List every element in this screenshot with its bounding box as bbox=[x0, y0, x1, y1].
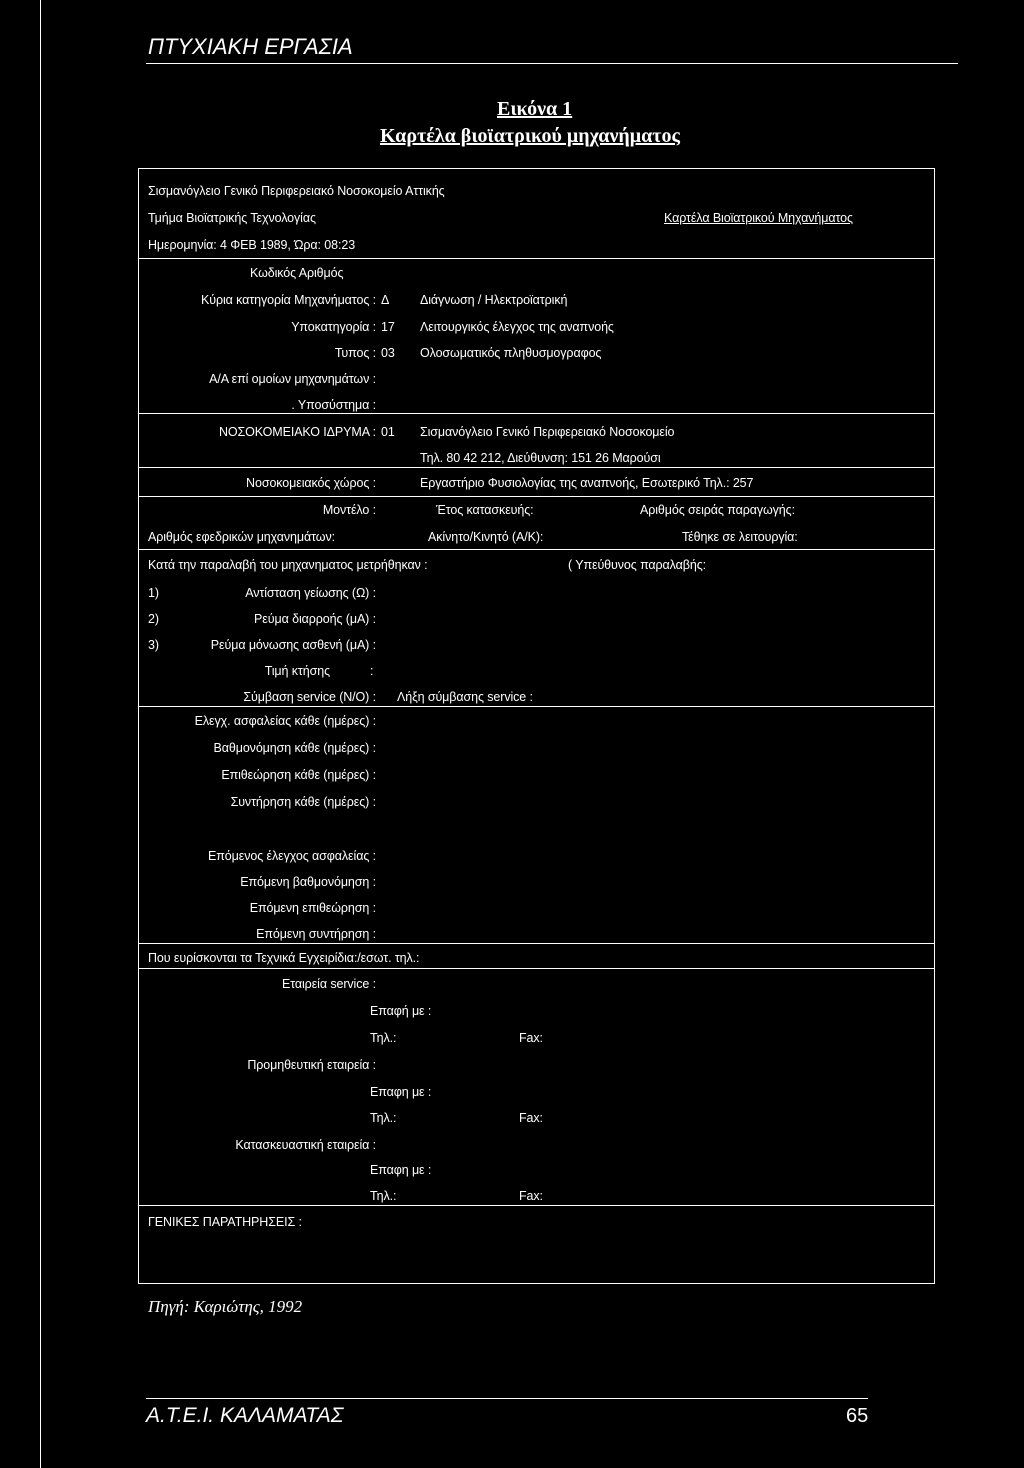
type-value: Ολοσωματικός πληθυσμογραφος bbox=[420, 346, 602, 360]
contract-label: Σύμβαση service (Ν/Ο) : bbox=[243, 690, 376, 704]
safety-check-interval-label: Ελεγχ. ασφαλείας κάθε (ημέρες) : bbox=[194, 714, 376, 728]
separator bbox=[139, 467, 934, 468]
page-number: 65 bbox=[846, 1405, 869, 1427]
measurement-2-number: 2) bbox=[148, 612, 159, 626]
remarks-label: ΓΕΝΙΚΕΣ ΠΑΡΑΤΗΡΗΣΕΙΣ : bbox=[148, 1215, 302, 1229]
header-rule bbox=[146, 63, 958, 64]
tel-2-label: Τηλ.: bbox=[370, 1111, 397, 1125]
acceptance-label: Κατά την παραλαβή του μηχανηματος μετρήθηκαν : bbox=[148, 558, 428, 572]
next-safety-label: Επόμενος έλεγχος ασφαλείας : bbox=[208, 849, 376, 863]
supplier-label: Προμηθευτική εταιρεία : bbox=[247, 1058, 376, 1072]
contact-3-label: Επαφη με : bbox=[370, 1163, 432, 1177]
institution-value: Σισμανόγλειο Γενικό Περιφερειακό Νοσοκομείο bbox=[420, 425, 675, 439]
left-margin-line bbox=[40, 0, 41, 1468]
figure-title: Καρτέλα βιοϊατρικού μηχανήματος bbox=[380, 125, 680, 147]
separator bbox=[139, 943, 934, 944]
location-label: Νοσοκομειακός χώρος : bbox=[246, 476, 376, 490]
tel-3-label: Τηλ.: bbox=[370, 1189, 397, 1203]
subsystem-label: . Υποσύστημα : bbox=[291, 398, 376, 412]
service-company-label: Εταιρεία service : bbox=[281, 977, 376, 991]
department-name: Τμήμα Βιοϊατρικής Τεχνολογίας bbox=[148, 211, 316, 225]
separator bbox=[139, 706, 934, 707]
responsible-label: ( Υπεύθυνος παραλαβής: bbox=[568, 558, 707, 572]
calibration-interval-label: Βαθμονόμηση κάθε (ημέρες) : bbox=[213, 741, 376, 755]
location-value: Εργαστήριο Φυσιολογίας της αναπνοής, Εσωτερικό Τηλ.: 257 bbox=[420, 476, 754, 490]
figure-label: Εικόνα 1 bbox=[497, 98, 573, 120]
subcategory-code: 17 bbox=[381, 320, 395, 334]
subcategory-value: Λειτουργικός έλεγχος της αναπνοής bbox=[420, 320, 614, 334]
measurement-3-number: 3) bbox=[148, 638, 159, 652]
contact-2-label: Επαφη με : bbox=[370, 1085, 432, 1099]
manuals-label: Που ευρίσκονται τα Τεχνικά Εγχειρίδια:/εσωτ. τηλ.: bbox=[148, 951, 420, 965]
measurement-1-number: 1) bbox=[148, 586, 159, 600]
date-line: Ημερομηνία: 4 ΦΕΒ 1989, Ώρα: 08:23 bbox=[148, 238, 356, 252]
price-colon: : bbox=[370, 664, 374, 678]
tel-1-label: Τηλ.: bbox=[370, 1031, 397, 1045]
spare-label: Αριθμός εφεδρικών μηχανημάτων: bbox=[148, 530, 335, 544]
separator bbox=[139, 549, 934, 550]
next-calibration-label: Επόμενη βαθμονόμηση : bbox=[240, 875, 376, 889]
measurement-3-label: Ρεύμα μόνωσης ασθενή (μΑ) : bbox=[210, 638, 376, 652]
fax-1-label: Fax: bbox=[519, 1031, 543, 1045]
card-title: Καρτέλα Βιοϊατρικού Μηχανήματος bbox=[664, 211, 853, 225]
separator bbox=[139, 968, 934, 969]
contract-end-label: Λήξη σύμβασης service : bbox=[397, 690, 533, 704]
fax-3-label: Fax: bbox=[519, 1189, 543, 1203]
serial-similar-label: Α/Α επί ομοίων μηχανημάτων : bbox=[209, 372, 376, 386]
maintenance-interval-label: Συντήρηση κάθε (ημέρες) : bbox=[230, 795, 376, 809]
mobility-label: Ακίνητο/Κινητό (Α/Κ): bbox=[428, 530, 544, 544]
operation-label: Τέθηκε σε λειτουργία: bbox=[682, 530, 798, 544]
code-label: Κωδικός Αριθμός bbox=[250, 266, 344, 280]
institution-label: ΝΟΣΟΚΟΜΕΙΑΚΟ ΙΔΡΥΜΑ : bbox=[219, 425, 376, 439]
serial-label: Αριθμός σειράς παραγωγής: bbox=[640, 503, 795, 517]
figure-source: Πηγή: Καριώτης, 1992 bbox=[148, 1297, 303, 1316]
footer-institution: Α.Τ.Ε.Ι. ΚΑΛΑΜΑΤΑΣ bbox=[146, 1404, 344, 1427]
separator bbox=[139, 413, 934, 414]
main-category-value: Διάγνωση / Ηλεκτροϊατρική bbox=[420, 293, 568, 307]
separator bbox=[139, 1205, 934, 1206]
thesis-title: ΠΤΥΧΙΑΚΗ ΕΡΓΑΣΙΑ bbox=[148, 34, 353, 59]
type-code: 03 bbox=[381, 346, 395, 360]
institution-code: 01 bbox=[381, 425, 395, 439]
footer-rule bbox=[146, 1398, 868, 1399]
separator bbox=[139, 258, 934, 259]
type-label: Τυπος : bbox=[334, 346, 376, 360]
price-label: Τιμή κτήσης bbox=[264, 664, 330, 678]
contact-1-label: Επαφή με : bbox=[370, 1004, 432, 1018]
inspection-interval-label: Επιθεώρηση κάθε (ημέρες) : bbox=[221, 768, 376, 782]
institution-contact: Τηλ. 80 42 212, Διεύθυνση: 151 26 Μαρούσι bbox=[420, 451, 661, 465]
hospital-name: Σισμανόγλειο Γενικό Περιφερειακό Νοσοκομείο Αττικής bbox=[148, 184, 445, 198]
fax-2-label: Fax: bbox=[519, 1111, 543, 1125]
main-category-code: Δ bbox=[381, 293, 390, 307]
year-label: Έτος κατασκευής: bbox=[436, 503, 534, 517]
measurement-2-label: Ρεύμα διαρροής (μΑ) : bbox=[254, 612, 376, 626]
next-maintenance-label: Επόμενη συντήρηση : bbox=[256, 927, 376, 941]
measurement-1-label: Αντίσταση γείωσης (Ω) : bbox=[245, 586, 376, 600]
manufacturer-label: Κατασκευαστική εταιρεία : bbox=[235, 1138, 376, 1152]
model-label: Μοντέλο : bbox=[322, 503, 376, 517]
subcategory-label: Υποκατηγορία : bbox=[291, 320, 376, 334]
main-category-label: Κύρια κατηγορία Μηχανήματος : bbox=[201, 293, 376, 307]
separator bbox=[139, 496, 934, 497]
next-inspection-label: Επόμενη επιθεώρηση : bbox=[249, 901, 376, 915]
